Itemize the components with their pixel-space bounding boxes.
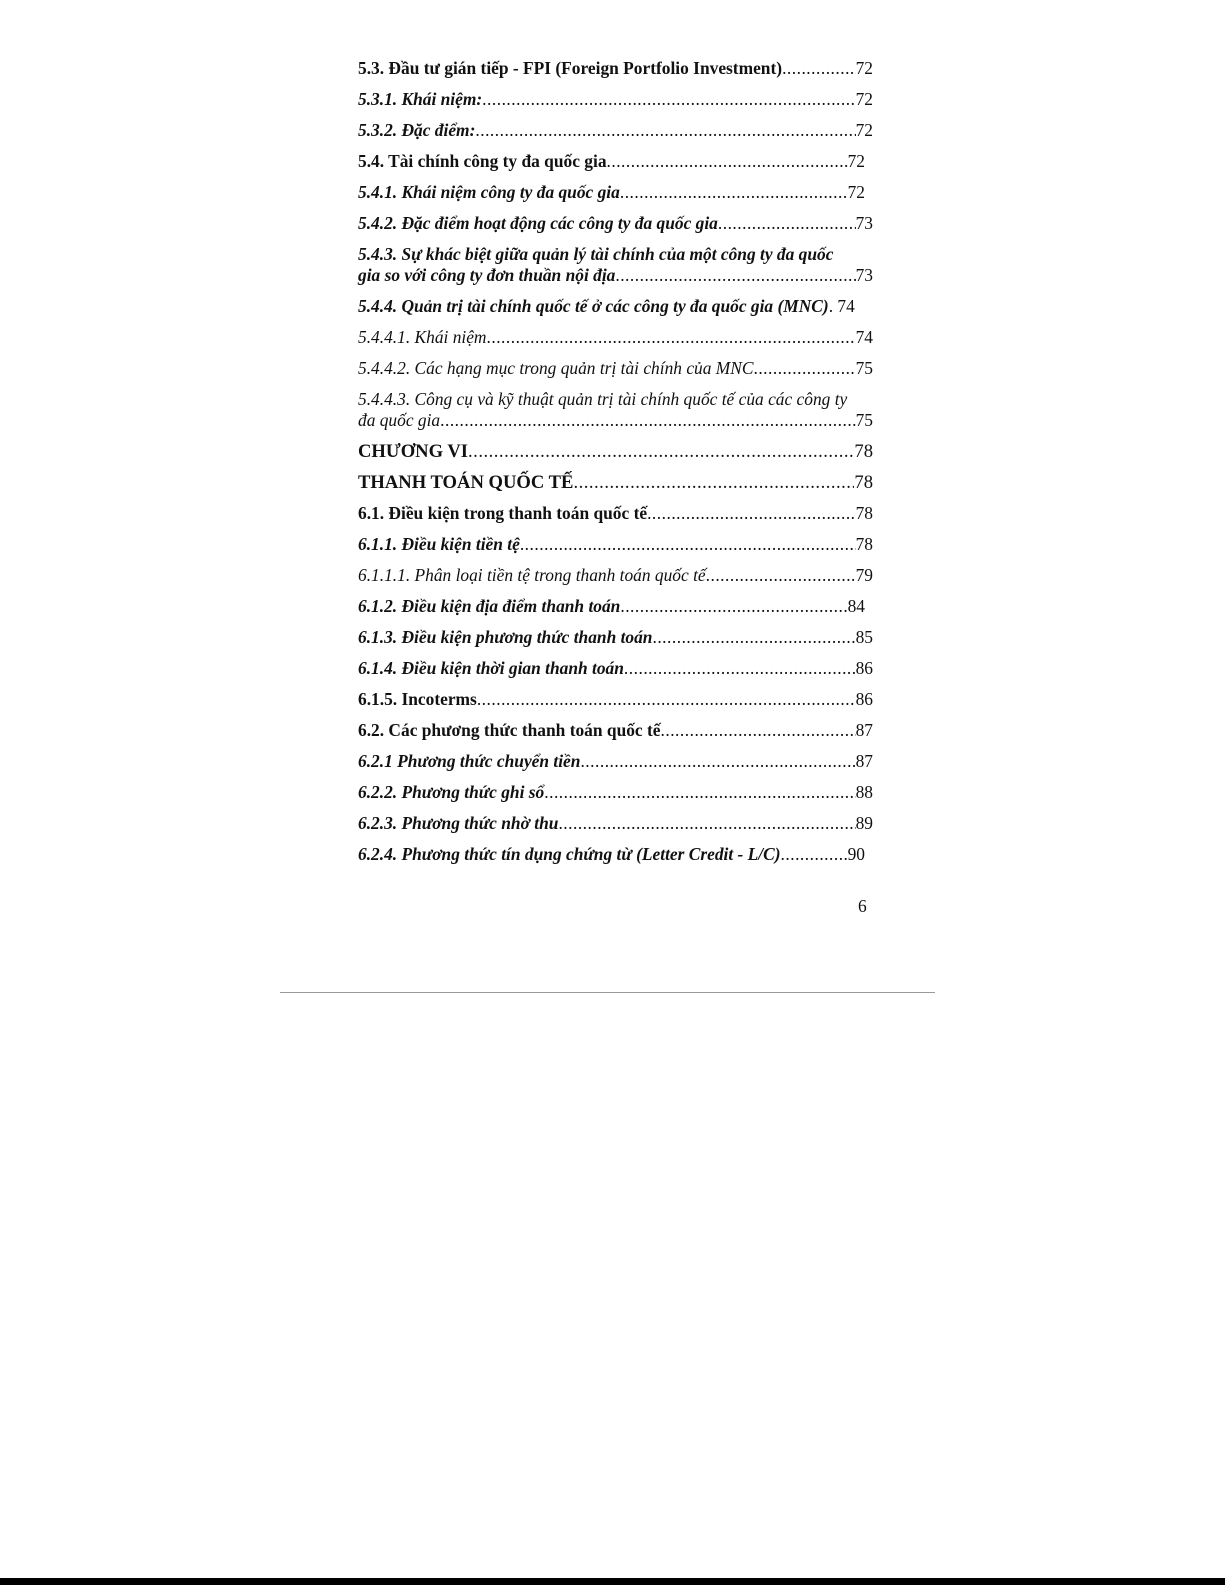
toc-entry-label: 6.2.1 Phương thức chuyển tiền [358, 751, 581, 771]
toc-entry-label: 6.1.5. Incoterms [358, 689, 477, 709]
toc-dot-leader [706, 565, 856, 586]
page-number: 6 [858, 896, 867, 916]
toc-entry-label: 6.2.4. Phương thức tín dụng chứng từ (Letter Credit - L/C) [358, 844, 781, 864]
toc-entry [358, 596, 873, 617]
toc-dot-leader [624, 658, 856, 679]
toc-entry-label: gia so với công ty đơn thuần nội địa [358, 265, 616, 285]
toc-entry-page: 85 [855, 627, 873, 647]
toc-entry-label: 5.3.2. Đặc điểm: [358, 120, 476, 140]
toc-dot-leader [487, 327, 856, 348]
toc-entry-page: 86 [855, 658, 873, 678]
toc-chapter-entry [358, 472, 873, 493]
toc-entry-label: 5.4. Tài chính công ty đa quốc gia [358, 151, 607, 171]
toc-entry [358, 358, 873, 379]
toc-dot-leader [620, 182, 848, 203]
bottom-edge-bar [0, 1578, 1225, 1585]
toc-entry-page: 78 [854, 441, 873, 462]
toc-entry [358, 720, 873, 741]
toc-entry-page: 88 [855, 782, 873, 802]
toc-entry-page: 84 [847, 596, 865, 616]
toc-entry-page: 87 [855, 720, 873, 740]
toc-entry [358, 782, 873, 803]
toc-dot-leader [607, 151, 848, 172]
toc-dot-leader [477, 689, 856, 710]
toc-entry-page: 90 [847, 844, 865, 864]
toc-entry-label: 6.2. Các phương thức thanh toán quốc tế [358, 720, 661, 740]
toc-entry-page: 89 [855, 813, 873, 833]
toc-entry [358, 689, 873, 710]
toc-entry-page: 75 [855, 410, 873, 430]
toc-dot-leader [647, 503, 856, 524]
toc-entry [358, 244, 873, 286]
toc-entry [358, 844, 873, 865]
toc-entry [358, 327, 873, 348]
toc-entry-page: 78 [855, 534, 873, 554]
toc-entry-page: 72 [855, 89, 873, 109]
toc-entry-label-line1: 5.4.4.3. Công cụ và kỹ thuật quản trị tài chính quốc tế của các công ty [358, 389, 848, 409]
toc-entry-page: 74 [837, 296, 855, 316]
toc-entry-label: 5.4.1. Khái niệm công ty đa quốc gia [358, 182, 620, 202]
toc-dot-leader [573, 472, 854, 493]
toc-entry-label: 6.2.3. Phương thức nhờ thu [358, 813, 559, 833]
toc-dot-leader [781, 844, 848, 865]
toc-dot-leader [615, 265, 855, 286]
toc-entry [358, 389, 873, 431]
toc-entry-label: 5.4.4.1. Khái niệm [358, 327, 487, 347]
toc-entry [358, 182, 873, 203]
toc-entry-page: 87 [855, 751, 873, 771]
toc-entry-label: đa quốc gia [358, 410, 441, 430]
toc-entry [358, 627, 873, 648]
toc-entry-page-prefix: . [828, 296, 838, 316]
toc-entry-label: 6.1.1.1. Phân loại tiền tệ trong thanh toán quốc tế [358, 565, 706, 585]
toc-entry [358, 751, 873, 772]
toc-dot-leader [652, 627, 855, 648]
toc-entry-page: 79 [855, 565, 873, 585]
toc-entry [358, 534, 873, 555]
toc-entry-page: 72 [855, 120, 873, 140]
toc-dot-leader [620, 596, 847, 617]
toc-chapter-entry [358, 441, 873, 462]
toc-dot-leader [544, 782, 855, 803]
toc-entry-page: 74 [855, 327, 873, 347]
toc-entry-label: 5.4.4. Quản trị tài chính quốc tế ở các công ty đa quốc gia (MNC) [358, 296, 829, 316]
toc-entry-page: 72 [847, 182, 865, 202]
toc-entry-page: 75 [855, 358, 873, 378]
toc-dot-leader [475, 120, 855, 141]
toc-entry-page: 86 [855, 689, 873, 709]
toc-entry-page: 72 [855, 58, 873, 78]
toc-entry-page: 72 [847, 151, 865, 171]
toc-entry [358, 213, 873, 234]
toc-entry [358, 813, 873, 834]
toc-entry-label: 5.4.2. Đặc điểm hoạt động các công ty đa quốc gia [358, 213, 718, 233]
toc-entry-label: 6.1.3. Điều kiện phương thức thanh toán [358, 627, 653, 647]
toc-entry-label-line1: 5.4.3. Sự khác biệt giữa quản lý tài chính của một công ty đa quốc [358, 244, 834, 264]
page-separator-line [280, 992, 935, 993]
toc-entry-page: 78 [854, 472, 873, 493]
toc-entry-page: 73 [855, 265, 873, 285]
toc-entry-label: 5.3. Đầu tư gián tiếp - FPI (Foreign Portfolio Investment) [358, 58, 783, 78]
toc-entry [358, 120, 873, 141]
toc-dot-leader [718, 213, 856, 234]
toc-entry [358, 658, 873, 679]
toc-dot-leader [782, 58, 856, 79]
toc-entry-label: CHƯƠNG VI [358, 441, 469, 462]
toc-dot-leader [661, 720, 856, 741]
toc-entry-page: 73 [855, 213, 873, 233]
toc-entry-page: 78 [855, 503, 873, 523]
toc-entry-label: 6.1. Điều kiện trong thanh toán quốc tế [358, 503, 648, 523]
toc-entry-label: 6.1.2. Điều kiện địa điểm thanh toán [358, 596, 621, 616]
toc-entry [358, 58, 873, 79]
toc-entry-label: 5.3.1. Khái niệm: [358, 89, 483, 109]
toc-dot-leader [440, 410, 855, 431]
toc-entry [358, 503, 873, 524]
toc-entry [358, 296, 873, 317]
toc-dot-leader [482, 89, 855, 110]
toc-entry [358, 151, 873, 172]
toc-entry-label: THANH TOÁN QUỐC TẾ [358, 472, 574, 493]
toc-dot-leader [468, 441, 854, 462]
toc-entry-label: 6.2.2. Phương thức ghi sổ [358, 782, 545, 802]
toc-dot-leader [520, 534, 856, 555]
toc-dot-leader [558, 813, 855, 834]
toc-entry-label: 5.4.4.2. Các hạng mục trong quản trị tài chính của MNC [358, 358, 754, 378]
toc-dot-leader [753, 358, 855, 379]
toc-entry [358, 565, 873, 586]
toc-dot-leader [580, 751, 855, 772]
toc-entry-label: 6.1.4. Điều kiện thời gian thanh toán [358, 658, 624, 678]
table-of-contents [358, 58, 873, 875]
toc-entry-label: 6.1.1. Điều kiện tiền tệ [358, 534, 520, 554]
toc-entry [358, 89, 873, 110]
